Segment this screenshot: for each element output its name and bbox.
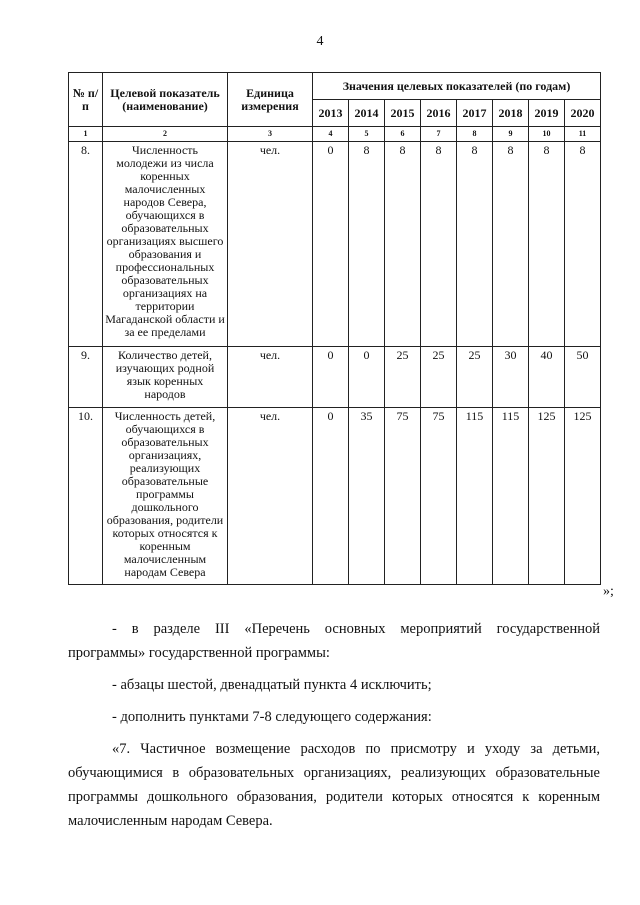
row-number: 10. [69,408,103,585]
column-number: 1 [69,127,103,142]
header-year: 2013 [313,100,349,127]
column-number: 6 [385,127,421,142]
header-year: 2016 [421,100,457,127]
row-value: 115 [493,408,529,585]
header-num: № п/п [69,73,103,127]
row-value: 50 [565,347,601,408]
row-value: 75 [421,408,457,585]
table-closing-quote: »; [603,584,614,599]
amendment-text [68,617,600,841]
row-indicator: Количество детей, изучающих родной язык коренных народов [103,347,228,408]
row-value: 8 [421,142,457,347]
page-number: 4 [316,34,324,49]
column-number: 11 [565,127,601,142]
row-value: 25 [421,347,457,408]
header-year: 2015 [385,100,421,127]
paragraph-exclude: - абзацы шестой, двенадцатый пункта 4 исключить; [112,677,432,693]
column-number-row [69,127,601,142]
row-value: 30 [493,347,529,408]
header-year: 2014 [349,100,385,127]
row-unit: чел. [228,347,313,408]
column-number: 4 [313,127,349,142]
row-unit: чел. [228,408,313,585]
paragraph-add-items: - дополнить пунктами 7-8 следующего содержания: [112,709,432,725]
target-indicators-table [68,72,601,585]
table-row [69,347,601,408]
row-value: 0 [313,142,349,347]
row-value: 40 [529,347,565,408]
row-value: 8 [457,142,493,347]
row-value: 25 [385,347,421,408]
row-value: 8 [385,142,421,347]
header-year: 2017 [457,100,493,127]
row-value: 35 [349,408,385,585]
row-value: 8 [349,142,385,347]
paragraph-item-7: «7. Частичное возмещение расходов по присмотру и уходу за детьми, обучающимися в образовательных организациях, реализующих образовательные программы дошкольного образования, родители которых относятся к коренным малочисленным народам Севера. [68,741,600,829]
row-value: 0 [313,408,349,585]
row-unit: чел. [228,142,313,347]
header-year: 2018 [493,100,529,127]
column-number: 9 [493,127,529,142]
row-value: 8 [529,142,565,347]
row-indicator: Численность детей, обучающихся в образовательных организациях, реализующих образовательные программы дошкольного образования, родители которых относятся к коренным малочисленным народам Севера [103,408,228,585]
header-values: Значения целевых показателей (по годам) [313,73,601,100]
header-year: 2019 [529,100,565,127]
header-row [69,73,601,100]
column-number: 8 [457,127,493,142]
table-row [69,408,601,585]
header-unit: Единица измерения [228,73,313,127]
row-number: 8. [69,142,103,347]
table-row [69,142,601,347]
header-year: 2020 [565,100,601,127]
row-value: 0 [313,347,349,408]
column-number: 5 [349,127,385,142]
row-value: 8 [493,142,529,347]
column-number: 10 [529,127,565,142]
row-indicator: Численность молодежи из числа коренных малочисленных народов Севера, обучающихся в образовательных организациях высшего образования и профессиональных образовательных организациях на территории Магаданской области и за ее пределами [103,142,228,347]
row-number: 9. [69,347,103,408]
header-indicator: Целевой показатель (наименование) [103,73,228,127]
row-value: 125 [529,408,565,585]
paragraph-section-iii: - в разделе III «Перечень основных мероприятий государственной программы» государственной программы: [68,621,600,661]
column-number: 3 [228,127,313,142]
row-value: 0 [349,347,385,408]
column-number: 2 [103,127,228,142]
column-number: 7 [421,127,457,142]
row-value: 25 [457,347,493,408]
row-value: 115 [457,408,493,585]
row-value: 125 [565,408,601,585]
row-value: 75 [385,408,421,585]
row-value: 8 [565,142,601,347]
